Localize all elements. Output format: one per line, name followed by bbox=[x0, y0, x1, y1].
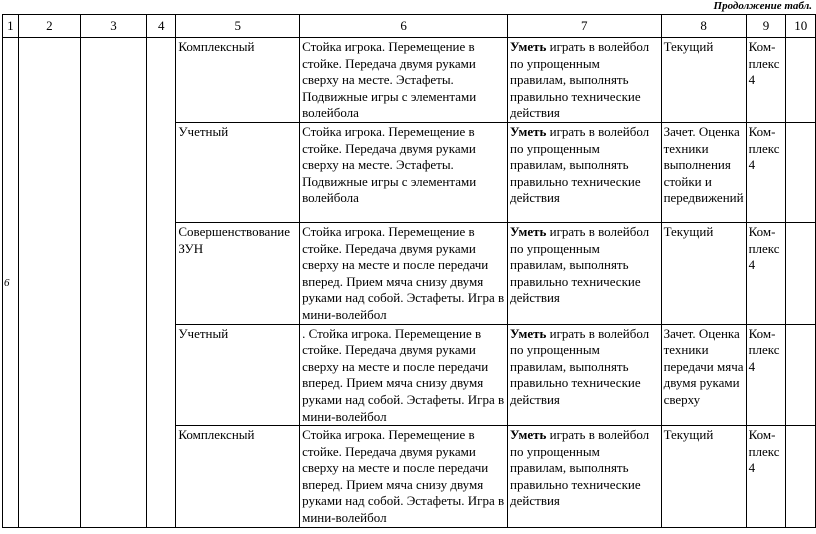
col4-cell bbox=[147, 38, 176, 528]
complex-cell: Ком-плекс 4 bbox=[746, 38, 786, 123]
lesson-content-cell: Стойка игрока. Перемещение в стойке. Передача двумя руками сверху на месте и после передачи вперед. Прием мяча снизу двумя руками над собой. Эстафеты. Игра в мини-волейбол bbox=[300, 222, 508, 324]
lesson-type-cell: Учетный bbox=[176, 122, 300, 222]
requirements-cell bbox=[508, 426, 662, 528]
header-cell: 9 bbox=[746, 15, 786, 38]
header-cell: 7 bbox=[508, 15, 662, 38]
control-cell: Зачет. Оценка техники передачи мяча двумя руками сверху bbox=[661, 324, 746, 426]
header-cell: 5 bbox=[176, 15, 300, 38]
requirement-text: играть в волейбол по упрощенным правилам, выполнять правильно технические действия bbox=[510, 427, 650, 509]
table-row bbox=[3, 38, 816, 123]
lesson-plan-table bbox=[2, 14, 816, 528]
col10-cell bbox=[786, 222, 816, 324]
lesson-type-cell: Учетный bbox=[176, 324, 300, 426]
header-cell: 4 bbox=[147, 15, 176, 38]
lesson-type-cell: Комплексный bbox=[176, 426, 300, 528]
header-cell: 3 bbox=[80, 15, 146, 38]
header-cell: 1 bbox=[3, 15, 19, 38]
header-cell: 6 bbox=[300, 15, 508, 38]
control-cell: Текущий bbox=[661, 222, 746, 324]
header-row bbox=[3, 15, 816, 38]
header-cell: 2 bbox=[18, 15, 80, 38]
col2-cell bbox=[18, 38, 80, 528]
header-cell: 10 bbox=[786, 15, 816, 38]
lesson-content-cell: Стойка игрока. Перемещение в стойке. Передача двумя руками сверху на месте. Эстафеты. Подвижные игры с элементами волейбола bbox=[300, 38, 508, 123]
col10-cell bbox=[786, 38, 816, 123]
requirement-text: играть в волейбол по упрощенным правилам, выполнять правильно технические действия bbox=[510, 39, 650, 121]
requirements-cell bbox=[508, 38, 662, 123]
requirements-cell bbox=[508, 324, 662, 426]
header-cell: 8 bbox=[661, 15, 746, 38]
row-number-cell bbox=[3, 38, 19, 528]
complex-cell: Ком-плекс 4 bbox=[746, 426, 786, 528]
col10-cell bbox=[786, 426, 816, 528]
control-cell: Зачет. Оценка техники выполнения стойки и передвижений bbox=[661, 122, 746, 222]
complex-cell: Ком-плекс 4 bbox=[746, 222, 786, 324]
control-cell: Текущий bbox=[661, 38, 746, 123]
col3-cell bbox=[80, 38, 146, 528]
requirement-text: играть в волейбол по упрощенным правилам, выполнять правильно технические действия bbox=[510, 325, 650, 407]
complex-cell: Ком-плекс 4 bbox=[746, 122, 786, 222]
lesson-content-cell: Стойка игрока. Перемещение в стойке. Передача двумя руками сверху на месте. Эстафеты. Подвижные игры с элементами волейбола bbox=[300, 122, 508, 222]
requirement-verb: Уметь bbox=[510, 123, 547, 139]
requirement-text: играть в волейбол по упрощенным правилам, выполнять правильно технические действия bbox=[510, 123, 650, 206]
col10-cell bbox=[786, 122, 816, 222]
col10-cell bbox=[786, 324, 816, 426]
requirement-verb: Уметь bbox=[510, 427, 547, 443]
requirements-cell bbox=[508, 222, 662, 324]
control-cell: Текущий bbox=[661, 426, 746, 528]
lesson-type-cell: Комплексный bbox=[176, 38, 300, 123]
requirement-verb: Уметь bbox=[510, 223, 547, 239]
lesson-content-cell: Стойка игрока. Перемещение в стойке. Передача двумя руками сверху на месте и после передачи вперед. Прием мяча снизу двумя руками над собой. Эстафеты. Игра в мини-волейбол bbox=[300, 426, 508, 528]
requirement-verb: Уметь bbox=[510, 39, 547, 54]
requirement-text: играть в волейбол по упрощенным правилам, выполнять правильно технические действия bbox=[510, 223, 650, 306]
lesson-type-cell: Совершенствование ЗУН bbox=[176, 222, 300, 324]
row-number: 6 bbox=[4, 276, 10, 289]
complex-cell: Ком-плекс 4 bbox=[746, 324, 786, 426]
requirement-verb: Уметь bbox=[510, 325, 547, 341]
lesson-content-cell: . Стойка игрока. Перемещение в стойке. Передача двумя руками сверху на месте и после передачи вперед. Прием мяча снизу двумя руками над собой. Эстафеты. Игра в мини-волейбол bbox=[300, 324, 508, 426]
requirements-cell bbox=[508, 122, 662, 222]
table-continuation-caption: Продолжение табл. bbox=[713, 0, 812, 12]
